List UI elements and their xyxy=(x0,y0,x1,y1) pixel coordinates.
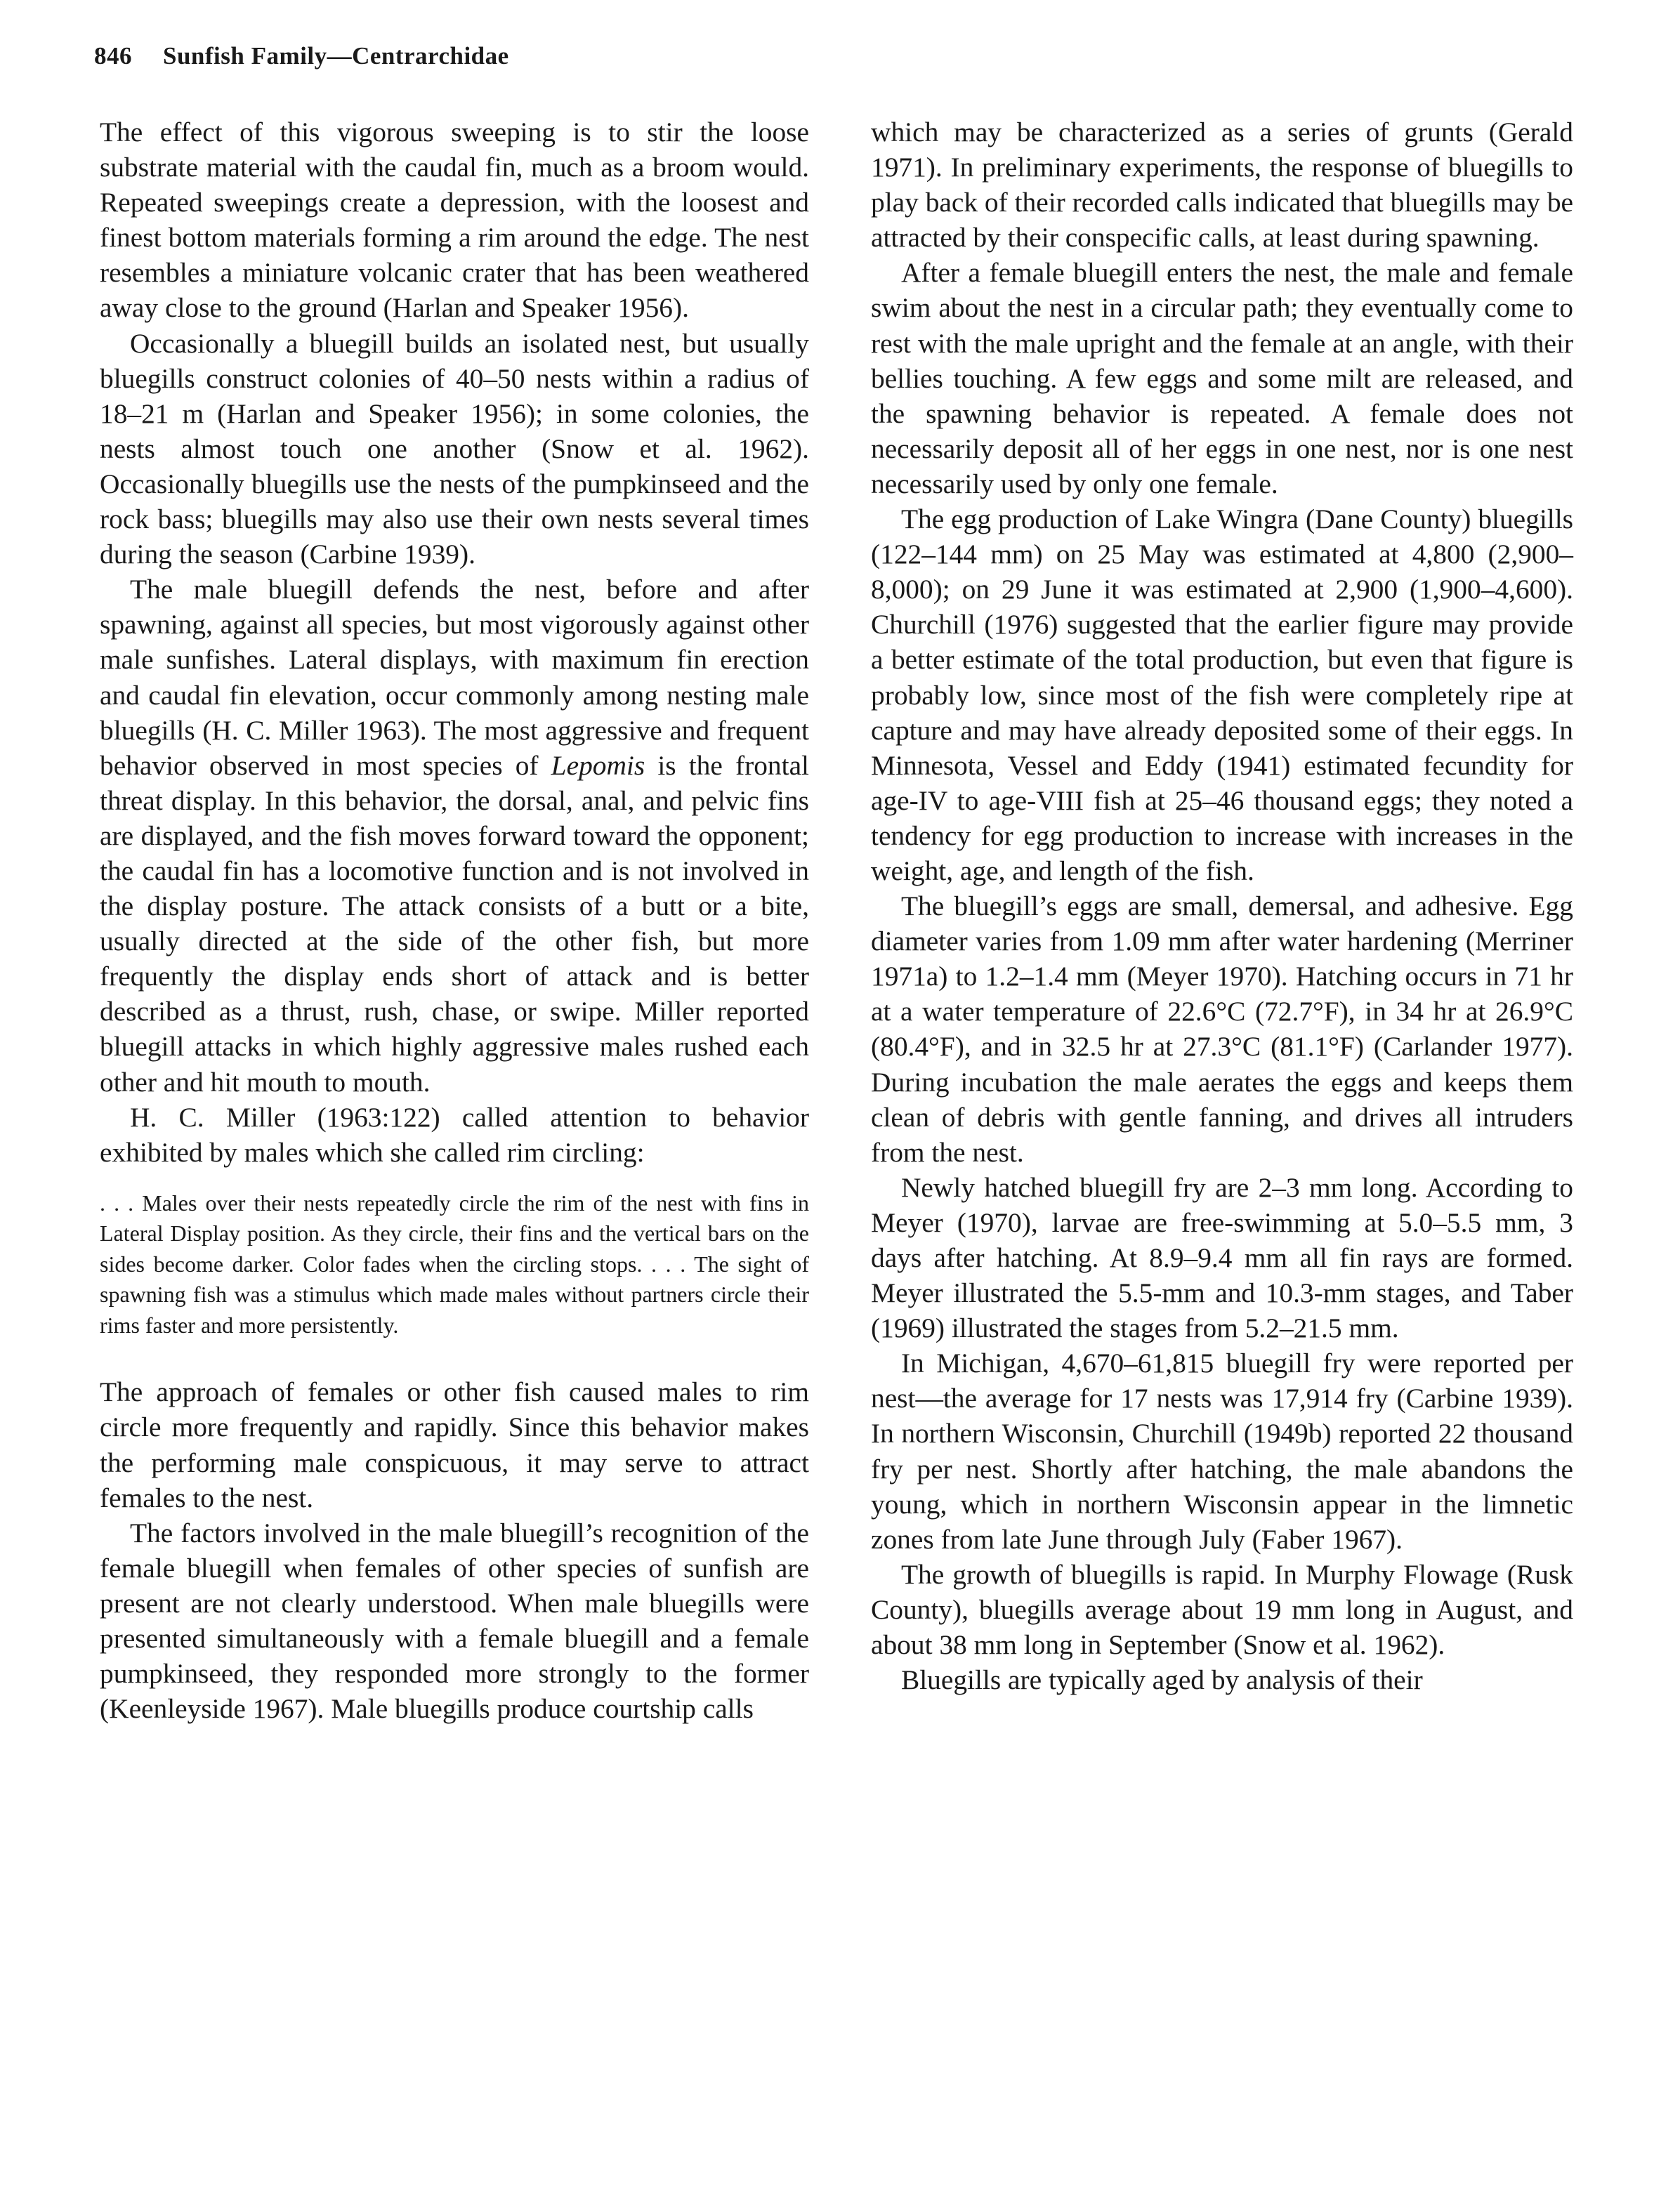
left-paragraph-6: The factors involved in the male bluegill’s recognition of the female bluegill when females of other species of sunfish are present are not clearly understood. When male bluegills were presented simultaneously with a female bluegill and a female pumpkinseed, they responded more strongly to the former (Keenleyside 1967). Male bluegills produce courtship calls xyxy=(100,1517,809,1725)
right-paragraph-3: The egg production of Lake Wingra (Dane County) bluegills (122–144 mm) on 25 May was estimated at 4,800 (2,900–8,000); on 29 June it was estimated at 2,900 (1,900–4,600). Churchill (1976) suggested that the earlier figure may provide a better estimate of the total production, but even that figure is probably low, since most of the fish were completely ripe at capture and may have already deposited some of their eggs. In Minnesota, Vessel and Eddy (1941) estimated fecundity for age-IV to age-VIII fish at 25–46 thousand eggs; they noted a tendency for egg production to increase with increases in the weight, age, and length of the fish. xyxy=(871,504,1573,886)
running-header xyxy=(94,42,509,70)
left-paragraph-5: The approach of females or other fish caused males to rim circle more frequently and rapidly. Since this behavior makes the performing male conspicuous, it may serve to attract females to the nest. xyxy=(100,1376,809,1513)
block-quote: . . . Males over their nests repeatedly circle the rim of the nest with fins in Lateral Display position. As they circle, their fins and the vertical bars on the sides become darker. Color fades when the circling stops. . . . The sight of spawning fish was a stimulus which made males without partners circle their rims faster and more persistently. xyxy=(100,1190,809,1338)
left-column xyxy=(100,114,809,1726)
left-paragraph-2: Occasionally a bluegill builds an isolated nest, but usually bluegills construct colonies of 40–50 nests within a radius of 18–21 m (Harlan and Speaker 1956); in some colonies, the nests almost touch one another (Snow et al. 1962). Occasionally bluegills use the nests of the pumpkinseed and the rock bass; bluegills may also use their own nests several times during the season (Carbine 1939). xyxy=(100,327,809,570)
genus-name-lepomis: Lepomis xyxy=(551,749,645,781)
right-paragraph-4: The bluegill’s eggs are small, demersal, and adhesive. Egg diameter varies from 1.09 mm after water hardening (Merriner 1971a) to 1.2–1.4 mm (Meyer 1970). Hatching occurs in 71 hr at a water temperature of 22.6°C (72.7°F), in 34 hr at 26.9°C (80.4°F), and in 32.5 hr at 27.3°C (81.1°F) (Carlander 1977). During incubation the male aerates the eggs and keeps them clean of debris with gentle fanning, and drives all intruders from the nest. xyxy=(871,890,1573,1168)
right-paragraph-6: In Michigan, 4,670–61,815 bluegill fry were reported per nest—the average for 17 nests was 17,914 fry (Carbine 1939). In northern Wisconsin, Churchill (1949b) reported 22 thousand fry per nest. Shortly after hatching, the male abandons the young, which in northern Wisconsin appear in the limnetic zones from late June through July (Faber 1967). xyxy=(871,1348,1573,1555)
page-number: 846 xyxy=(94,42,132,70)
right-paragraph-5: Newly hatched bluegill fry are 2–3 mm long. According to Meyer (1970), larvae are free-swimming at 5.0–5.5 mm, 3 days after hatching. At 8.9–9.4 mm all fin rays are formed. Meyer illustrated the 5.5-mm and 10.3-mm stages, and Taber (1969) illustrated the stages from 5.2–21.5 mm. xyxy=(871,1171,1573,1344)
right-column xyxy=(871,114,1573,1697)
right-paragraph-1: which may be characterized as a series of grunts (Gerald 1971). In preliminary experiments, the response of bluegills to play back of their recorded calls indicated that bluegills may be attracted by their conspecific calls, at least during spawning. xyxy=(871,117,1573,254)
right-paragraph-2: After a female bluegill enters the nest, the male and female swim about the nest in a circular path; they eventually come to rest with the male upright and the female at an angle, with their bellies touching. A few eggs and some milt are released, and the spawning behavior is repeated. A female does not necessarily deposit all of her eggs in one nest, nor is one nest necessarily used by only one female. xyxy=(871,257,1573,499)
left-paragraph-3 xyxy=(100,572,809,1099)
left-paragraph-1: The effect of this vigorous sweeping is to stir the loose substrate material with the caudal fin, much as a broom would. Repeated sweepings create a depression, with the loosest and finest bottom materials forming a rim around the edge. The nest resembles a miniature volcanic crater that has been weathered away close to the ground (Harlan and Speaker 1956). xyxy=(100,117,809,324)
right-paragraph-7: The growth of bluegills is rapid. In Murphy Flowage (Rusk County), bluegills average about 19 mm long in August, and about 38 mm long in September (Snow et al. 1962). xyxy=(871,1558,1573,1661)
left-paragraph-3-part-b: is the frontal threat display. In this behavior, the dorsal, anal, and pelvic fins are displayed, and the fish moves forward toward the opponent; the caudal fin has a locomotive function and is not involved in the display posture. The attack consists of a butt or a bite, usually directed at the side of the other fish, but more frequently the display ends short of attack and is better described as a thrust, rush, chase, or swipe. Miller reported bluegill attacks in which highly aggressive males rushed each other and hit mouth to mouth. xyxy=(100,749,810,1098)
left-paragraph-4: H. C. Miller (1963:122) called attention to behavior exhibited by males which she called rim circling: xyxy=(100,1101,809,1168)
running-title: Sunfish Family—Centrarchidae xyxy=(163,42,509,70)
right-paragraph-8: Bluegills are typically aged by analysis of their xyxy=(900,1664,1423,1696)
left-paragraph-3-part-a: The male bluegill defends the nest, before and after spawning, against all species, but most vigorously against other male sunfishes. Lateral displays, with maximum fin erection and caudal fin elevation, occur commonly among nesting male bluegills (H. C. Miller 1963). The most aggressive and frequent behavior observed in most species of xyxy=(100,574,809,781)
